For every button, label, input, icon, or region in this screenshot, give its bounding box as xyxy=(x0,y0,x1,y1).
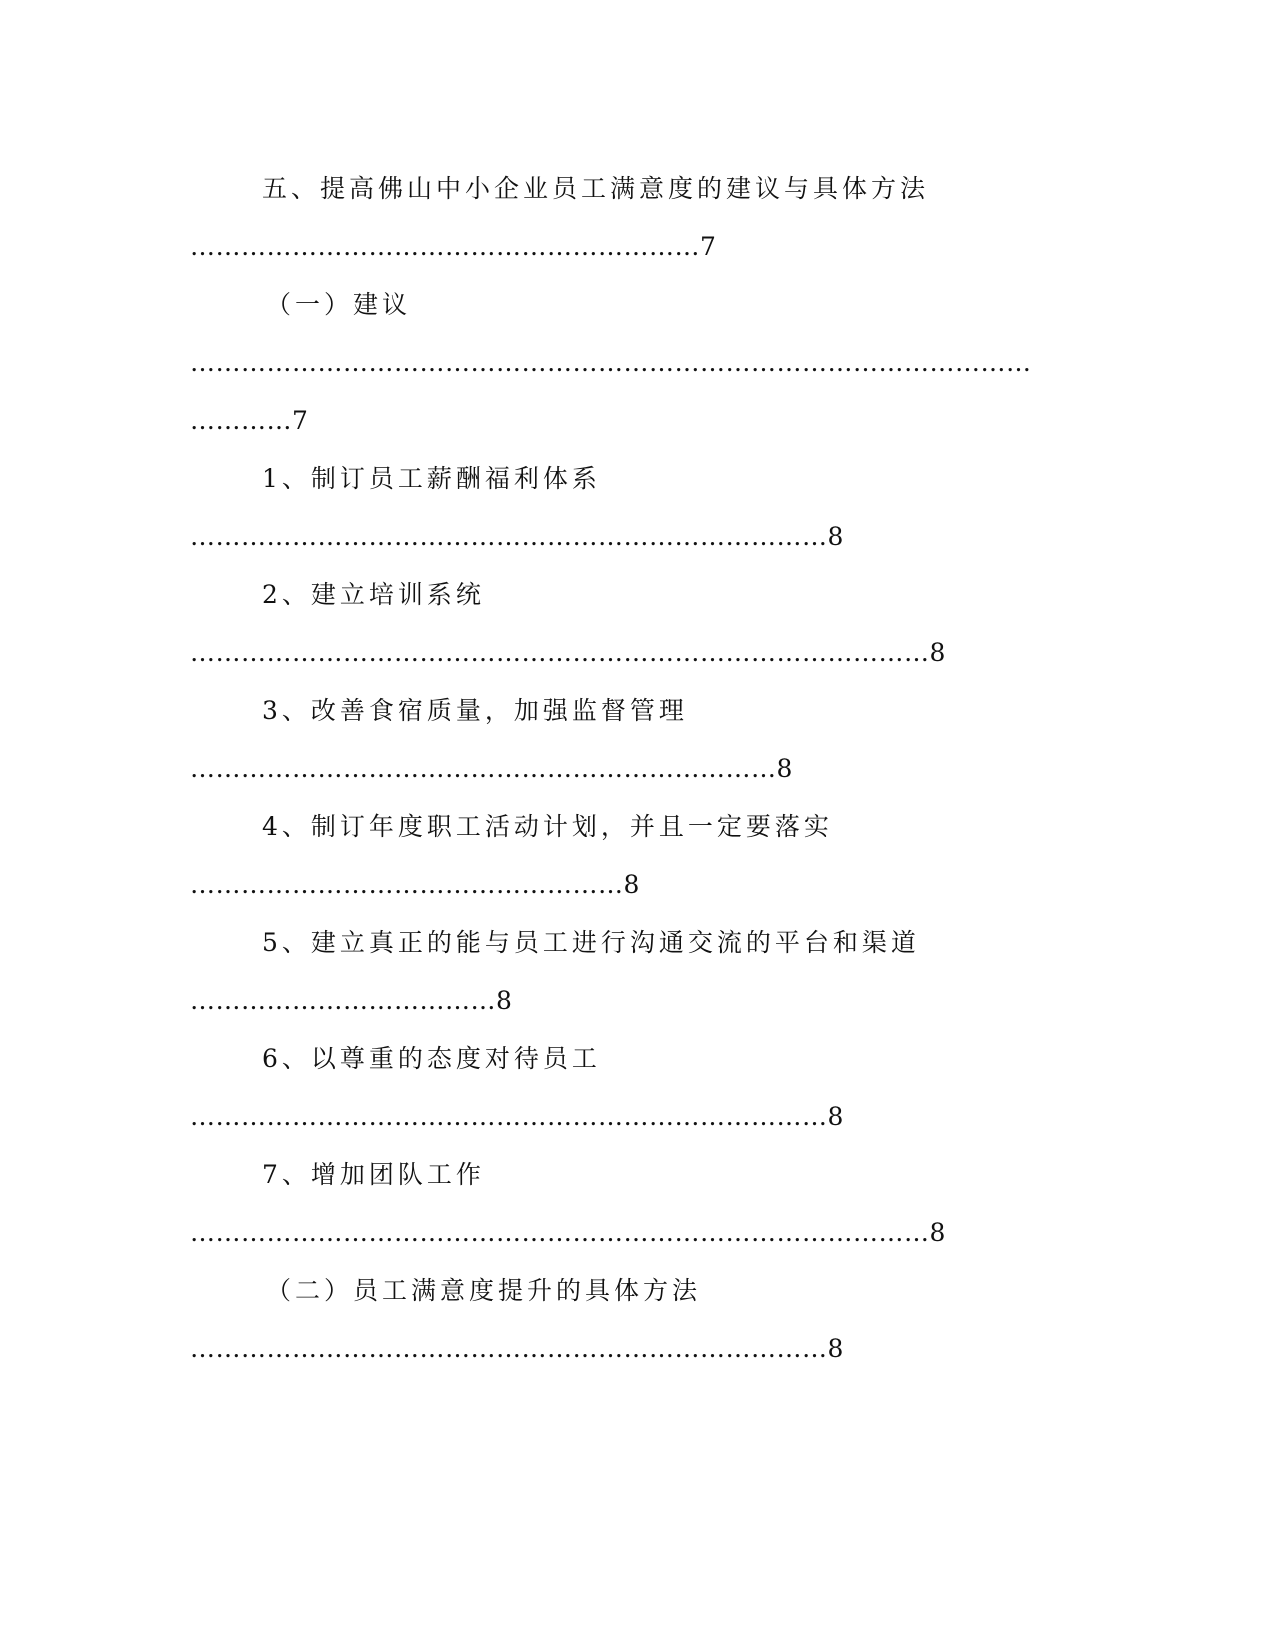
toc-entry-leader: …………………………………………………………………8 xyxy=(190,1334,844,1363)
toc-entry-title[interactable]: 五、提高佛山中小企业员工满意度的建议与具体方法 xyxy=(262,174,930,203)
toc-entry-leader: ………………………………8 xyxy=(190,986,513,1015)
toc-entry-leader: ……………………………………………………………8 xyxy=(190,754,793,783)
toc-entry-leader: ……………………………………………………………………………………… xyxy=(190,348,1032,377)
toc-entry-title[interactable]: （一）建议 xyxy=(266,290,412,319)
toc-entry-title[interactable]: 4、制订年度职工活动计划，并且一定要落实 xyxy=(262,812,833,841)
toc-entry-title[interactable]: 1、制订员工薪酬福利体系 xyxy=(262,464,601,493)
toc-entry-title[interactable]: 3、改善食宿质量，加强监督管理 xyxy=(262,696,688,725)
toc-entry-title[interactable]: 5、建立真正的能与员工进行沟通交流的平台和渠道 xyxy=(262,928,920,957)
toc-entry-leader: ……………………………………………………………………………8 xyxy=(190,1218,946,1247)
toc-entry-title[interactable]: 7、增加团队工作 xyxy=(262,1160,485,1189)
toc-entry-leader: ……………………………………………………………………………8 xyxy=(190,638,946,667)
toc-entry-leader: ……………………………………………………7 xyxy=(190,232,717,261)
toc-entry-leader: ……………………………………………8 xyxy=(190,870,640,899)
toc-entry-leader: …………7 xyxy=(190,406,309,435)
toc-entry-leader: …………………………………………………………………8 xyxy=(190,1102,844,1131)
toc-entry-title[interactable]: 6、以尊重的态度对待员工 xyxy=(262,1044,601,1073)
toc-entry-title[interactable]: 2、建立培训系统 xyxy=(262,580,485,609)
toc-entry-leader: …………………………………………………………………8 xyxy=(190,522,844,551)
toc-entry-title[interactable]: （二）员工满意度提升的具体方法 xyxy=(266,1276,702,1305)
